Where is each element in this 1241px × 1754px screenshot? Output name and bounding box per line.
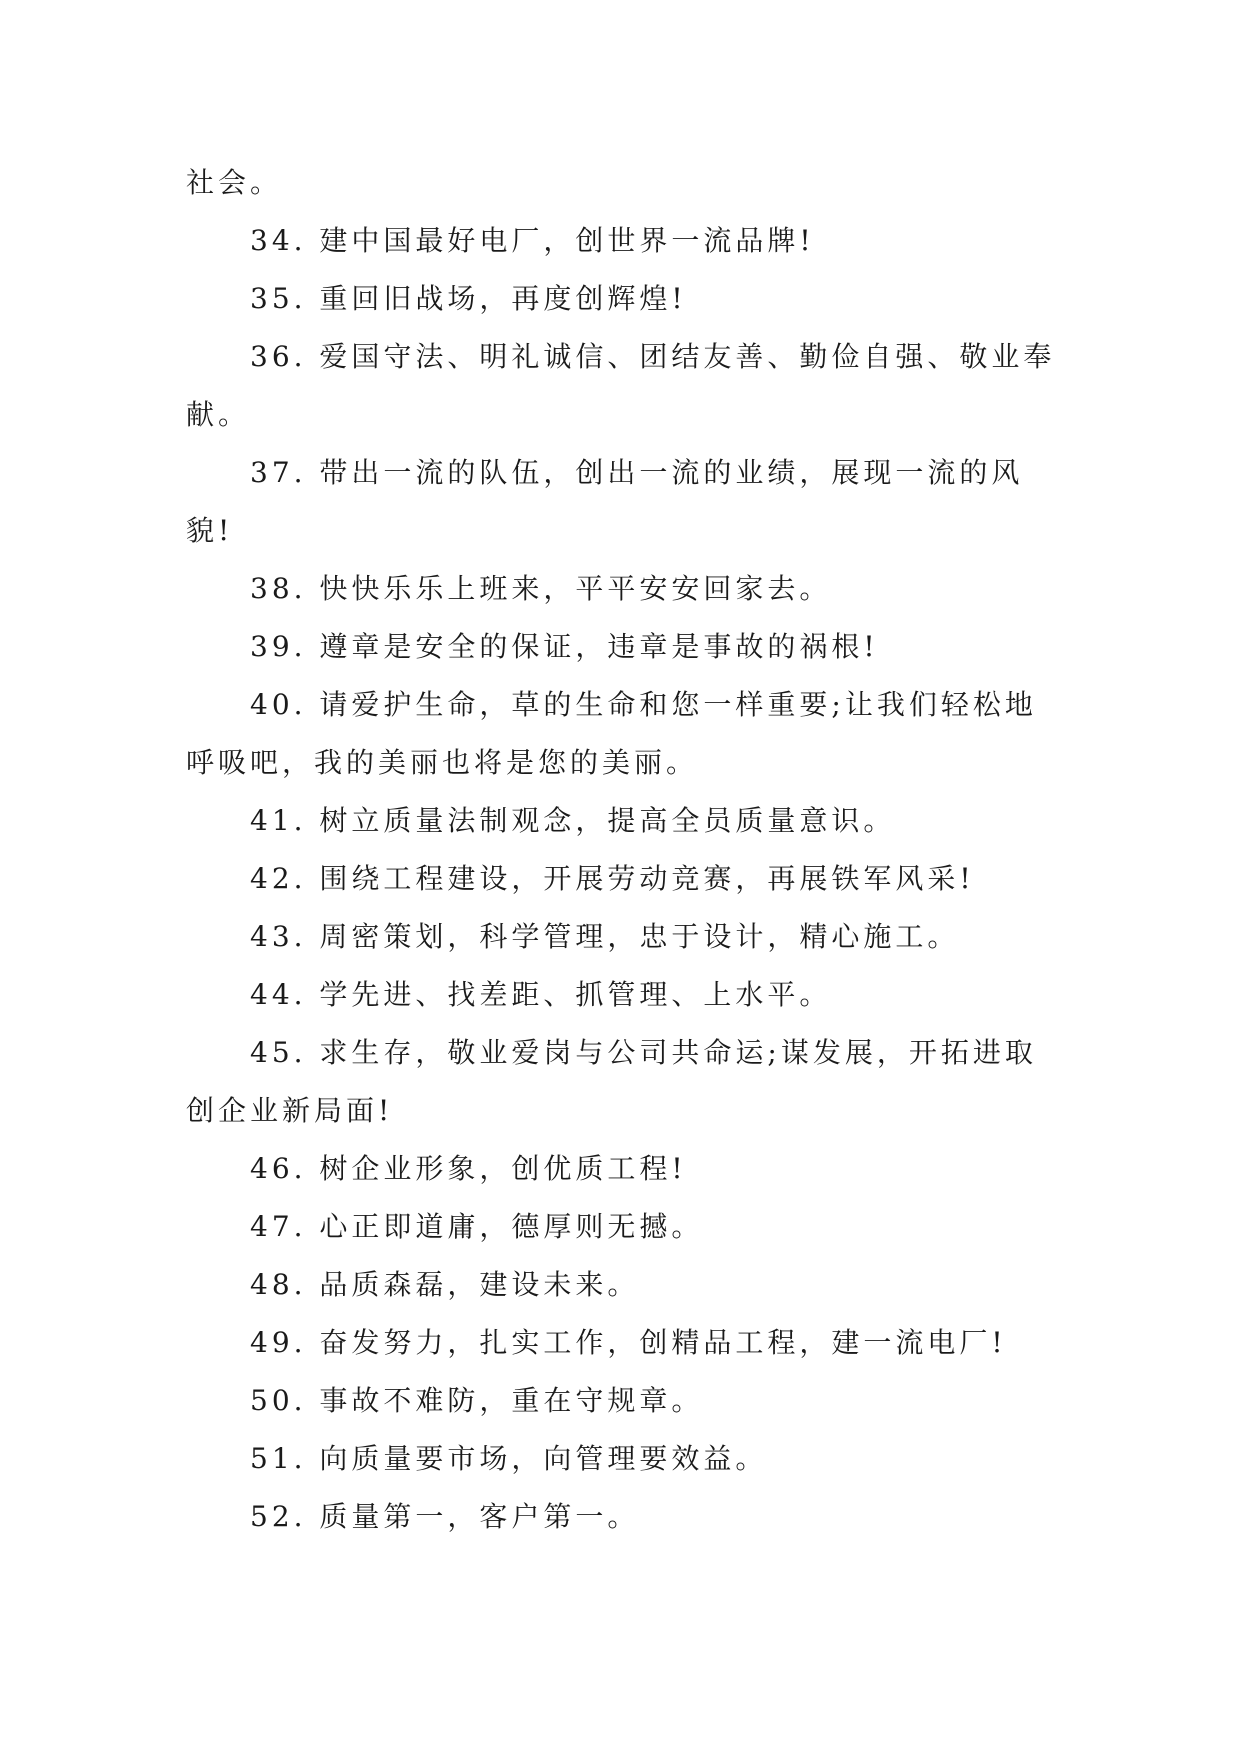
slogan-39: 39. 遵章是安全的保证，违章是事故的祸根! <box>250 630 879 663</box>
slogan-41: 41. 树立质量法制观念，提高全员质量意识。 <box>250 804 896 837</box>
slogan-37: 37. 带出一流的队伍，创出一流的业绩，展现一流的风貌! <box>186 456 1024 547</box>
slogan-49: 49. 奋发努力，扎实工作，创精品工程，建一流电厂! <box>250 1326 1007 1359</box>
slogan-47: 47. 心正即道庸，德厚则无撼。 <box>250 1210 704 1243</box>
slogan-35: 35. 重回旧战场，再度创辉煌! <box>250 282 687 315</box>
slogan-52: 52. 质量第一，客户第一。 <box>250 1500 640 1533</box>
slogan-38: 38. 快快乐乐上班来，平平安安回家去。 <box>250 572 832 605</box>
slogan-45: 45. 求生存，敬业爱岗与公司共命运;谋发展，开拓进取创企业新局面! <box>186 1036 1037 1127</box>
slogan-44: 44. 学先进、找差距、抓管理、上水平。 <box>250 978 832 1011</box>
slogan-46: 46. 树企业形象，创优质工程! <box>250 1152 687 1185</box>
slogan-42: 42. 围绕工程建设，开展劳动竞赛，再展铁军风采! <box>250 862 975 895</box>
slogan-43: 43. 周密策划，科学管理，忠于设计，精心施工。 <box>250 920 960 953</box>
slogan-51: 51. 向质量要市场，向管理要效益。 <box>250 1442 768 1475</box>
slogan-40: 40. 请爱护生命，草的生命和您一样重要;让我们轻松地呼吸吧，我的美丽也将是您的美丽。 <box>186 688 1037 779</box>
slogan-36: 36. 爱国守法、明礼诚信、团结友善、勤俭自强、敬业奉献。 <box>186 340 1056 431</box>
slogan-50: 50. 事故不难防，重在守规章。 <box>250 1384 704 1417</box>
slogan-48: 48. 品质森磊，建设未来。 <box>250 1268 640 1301</box>
paragraph-continuation: 社会。 <box>186 166 283 199</box>
slogan-34: 34. 建中国最好电厂，创世界一流品牌! <box>250 224 815 257</box>
document-body <box>186 154 1066 1546</box>
